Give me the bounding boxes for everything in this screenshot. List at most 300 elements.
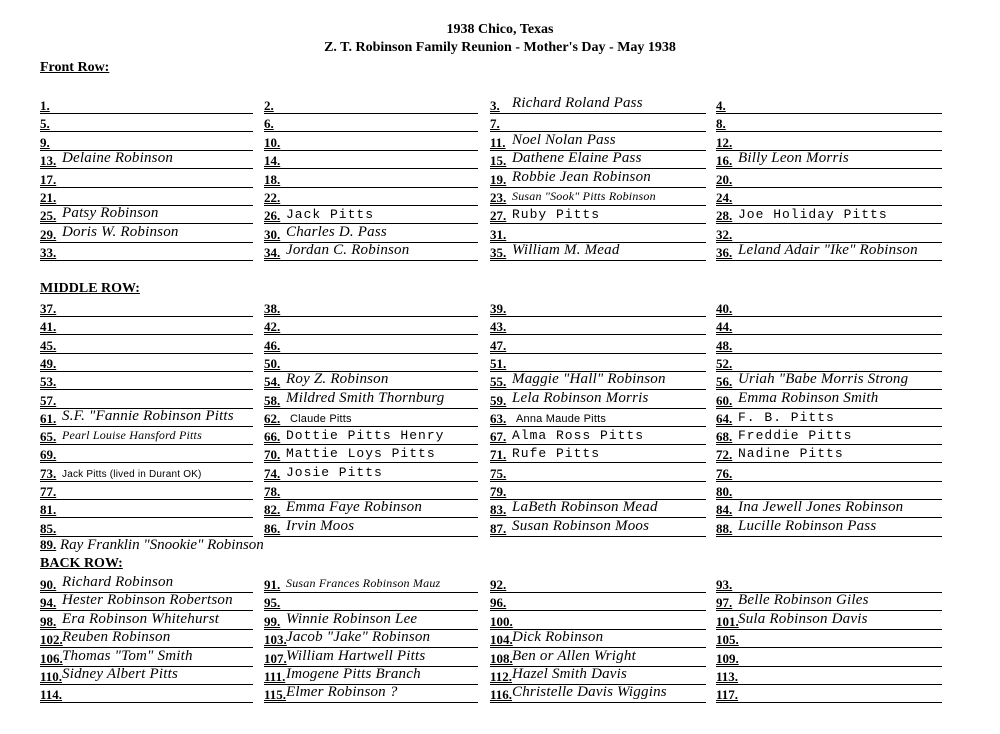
entry-number: 76.: [716, 465, 733, 481]
entry-number: 83.: [490, 502, 507, 518]
roster-entry: [40, 574, 253, 593]
table-row: [40, 353, 950, 371]
roster-entry: [490, 169, 706, 188]
roster-entry: [490, 499, 706, 518]
entry-name: F. B. Pitts: [738, 409, 835, 425]
entry-number: 65.: [40, 429, 57, 445]
roster-entry: [264, 629, 478, 648]
entry-name: Reuben Robinson: [62, 629, 171, 646]
entry-number: 81.: [40, 502, 57, 518]
roster-entry: [264, 648, 478, 667]
entry-number: 98.: [40, 613, 57, 629]
entry-name: Pearl Louise Hansford Pitts: [62, 428, 202, 443]
entry-name: Robbie Jean Robinson: [512, 168, 651, 185]
entry-number: 51.: [490, 355, 507, 371]
entry-number: 4.: [716, 98, 726, 113]
roster-entry: [264, 684, 478, 703]
roster-entry: [490, 95, 706, 114]
entry-number: 113.: [716, 669, 739, 684]
entry-number: 106.: [40, 650, 63, 666]
entry-number: 102.: [40, 632, 63, 648]
roster-entry: [264, 499, 478, 518]
entry-name: Nadine Pitts: [738, 446, 844, 462]
entry-number: 108.: [490, 650, 513, 666]
table-row: [40, 481, 950, 499]
entry-number: 21.: [40, 190, 57, 205]
table-row: [40, 316, 950, 334]
document-title-line1: 1938 Chico, Texas: [446, 22, 554, 37]
roster-entry: [490, 481, 706, 500]
roster-entry: [264, 298, 478, 317]
roster-entry: [40, 298, 253, 317]
entry-number: 66.: [264, 429, 281, 445]
entry-number: 8.: [716, 116, 726, 132]
roster-entry: [716, 150, 942, 169]
entry-number: 56.: [716, 374, 733, 390]
entry-number: 38.: [264, 301, 281, 316]
entry-number: 60.: [716, 392, 733, 408]
roster-entry: [264, 132, 478, 151]
entry-number: 17.: [40, 171, 57, 187]
roster-entry: [264, 224, 478, 243]
entry-number: 15.: [490, 153, 507, 169]
entry-number: 30.: [264, 226, 281, 242]
entry-number: 69.: [40, 447, 57, 463]
roster-entry: [264, 95, 478, 114]
entry-name: Billy Leon Morris: [738, 150, 849, 167]
entry-name: Alma Ross Pitts: [512, 428, 645, 444]
roster-entry: [490, 426, 706, 445]
entry-number: 74.: [264, 465, 281, 481]
entry-number: 52.: [716, 355, 733, 371]
roster-entry: [40, 684, 253, 703]
entry-name: Noel Nolan Pass: [512, 131, 616, 148]
section-front-row: Front Row:: [40, 60, 110, 75]
entry-number: 19.: [490, 171, 507, 187]
entry-name: Irvin Moos: [286, 517, 355, 534]
entry-name: Mattie Loys Pitts: [286, 446, 436, 462]
entry-number: 22.: [264, 190, 281, 205]
entry-number: 85.: [40, 520, 57, 536]
entry-number: 92.: [490, 577, 507, 592]
entry-number: 55.: [490, 374, 507, 390]
roster-entry: [264, 242, 478, 261]
entry-number: 110.: [40, 669, 63, 684]
entry-name: Josie Pitts: [286, 464, 383, 480]
entry-number: 10.: [264, 134, 281, 150]
table-row: [40, 169, 950, 187]
roster-entry: [490, 444, 706, 463]
roster-entry: [264, 592, 478, 611]
entry-number: 90.: [40, 577, 57, 592]
entry-number: 111.: [264, 669, 286, 684]
entry-number: 32.: [716, 226, 733, 242]
entry-name: Dathene Elaine Pass: [512, 150, 642, 167]
roster-entry: [40, 335, 253, 354]
entry-name: Emma Robinson Smith: [738, 389, 879, 406]
entry-name: Thomas "Tom" Smith: [62, 647, 193, 664]
entry-name: Richard Roland Pass: [512, 95, 643, 111]
roster-entry: [264, 481, 478, 500]
table-row: [40, 187, 950, 205]
roster-entry: [490, 224, 706, 243]
table-row: [40, 684, 950, 702]
roster-entry: [490, 113, 706, 132]
entry-number: 18.: [264, 171, 281, 187]
entry-name: Era Robinson Whitehurst: [62, 610, 220, 627]
section-middle-row: MIDDLE ROW:: [40, 281, 140, 296]
roster-entry: [40, 481, 253, 500]
entry-number: 49.: [40, 355, 57, 371]
roster-entry: [264, 316, 478, 335]
roster-entry: [716, 592, 942, 611]
roster-entry: [490, 132, 706, 151]
entry-name: Lela Robinson Morris: [512, 389, 649, 406]
roster-entry: [40, 463, 253, 482]
row-89-number: 89.: [40, 537, 57, 552]
table-row: [40, 648, 950, 666]
roster-entry: [490, 335, 706, 354]
roster-entry: [490, 611, 706, 630]
entry-name: Joe Holiday Pitts: [738, 207, 888, 223]
entry-number: 12.: [716, 134, 733, 150]
table-row: [40, 95, 950, 113]
roster-entry: [264, 518, 478, 537]
roster-entry: [490, 205, 706, 224]
roster-entry: [716, 629, 942, 648]
entry-name: Emma Faye Robinson: [286, 499, 423, 516]
entry-name: Roy Z. Robinson: [286, 371, 389, 388]
roster-entry: [716, 666, 942, 685]
entry-name: William Hartwell Pitts: [286, 647, 426, 664]
entry-number: 87.: [490, 520, 507, 536]
roster-entry: [40, 187, 253, 206]
entry-number: 93.: [716, 577, 733, 592]
roster-entry: [716, 426, 942, 445]
entry-name: Hester Robinson Robertson: [62, 592, 233, 609]
table-row: [40, 444, 950, 462]
entry-number: 23.: [490, 190, 507, 205]
roster-entry: [40, 426, 253, 445]
entry-name: Sula Robinson Davis: [738, 610, 868, 627]
entry-number: 47.: [490, 337, 507, 353]
entry-name: William M. Mead: [512, 242, 620, 259]
roster-entry: [716, 298, 942, 317]
entry-number: 114.: [40, 687, 63, 703]
roster-entry: [490, 316, 706, 335]
roster-entry: [264, 113, 478, 132]
roster-entry: [716, 444, 942, 463]
roster-entry: [490, 408, 706, 427]
roster-entry: [264, 463, 478, 482]
entry-number: 57.: [40, 392, 57, 408]
entry-number: 25.: [40, 208, 57, 224]
entry-number: 115.: [264, 687, 287, 703]
entry-number: 58.: [264, 392, 281, 408]
entry-number: 36.: [716, 245, 733, 261]
roster-entry: [264, 444, 478, 463]
entry-number: 37.: [40, 301, 57, 316]
entry-name: Elmer Robinson ?: [286, 684, 398, 701]
entry-number: 35.: [490, 245, 507, 261]
entry-number: 24.: [716, 190, 733, 205]
roster-entry: [716, 95, 942, 114]
row-89-name: Ray Franklin "Snookie" Robinson: [60, 537, 264, 553]
table-row: [40, 408, 950, 426]
entry-name: Dick Robinson: [512, 629, 604, 646]
entry-name: Claude Pitts: [290, 412, 352, 425]
table-row: [40, 629, 950, 647]
entry-number: 94.: [40, 595, 57, 611]
roster-entry: [490, 518, 706, 537]
roster-entry: [490, 684, 706, 703]
roster-entry: [40, 316, 253, 335]
roster-entry: [40, 132, 253, 151]
table-row: [40, 150, 950, 168]
entry-number: 11.: [490, 134, 506, 150]
table-row: [40, 666, 950, 684]
entry-number: 103.: [264, 632, 287, 648]
roster-entry: [490, 574, 706, 593]
section-back-row: BACK ROW:: [40, 556, 123, 571]
roster-entry: [716, 113, 942, 132]
entry-name: Winnie Robinson Lee: [286, 610, 418, 627]
entry-number: 54.: [264, 374, 281, 390]
entry-number: 75.: [490, 465, 507, 481]
roster-entry: [264, 353, 478, 372]
entry-number: 104.: [490, 632, 513, 648]
entry-name: Belle Robinson Giles: [738, 592, 869, 609]
entry-name: Anna Maude Pitts: [516, 412, 607, 425]
roster-entry: [40, 113, 253, 132]
entry-number: 86.: [264, 520, 281, 536]
table-row: [40, 205, 950, 223]
roster-entry: [716, 335, 942, 354]
entry-name: Doris W. Robinson: [62, 223, 179, 240]
entry-name: Ruby Pitts: [512, 207, 601, 223]
table-row: [40, 611, 950, 629]
entry-number: 14.: [264, 153, 281, 169]
roster-entry: [716, 518, 942, 537]
entry-number: 39.: [490, 301, 507, 316]
roster-entry: [490, 298, 706, 317]
roster-entry: [264, 426, 478, 445]
entry-number: 73.: [40, 465, 57, 481]
entry-number: 5.: [40, 116, 50, 132]
entry-name: Susan "Sook" Pitts Robinson: [512, 189, 656, 203]
entry-name: Lucille Robinson Pass: [738, 517, 877, 534]
entry-name: Uriah "Babe Morris Strong: [738, 371, 909, 388]
roster-entry: [490, 187, 706, 206]
entry-name: Rufe Pitts: [512, 446, 601, 462]
entry-number: 107.: [264, 650, 287, 666]
roster-entry: [40, 499, 253, 518]
roster-entry: [716, 353, 942, 372]
entry-number: 41.: [40, 319, 57, 335]
entry-number: 116.: [490, 687, 513, 703]
entry-number: 34.: [264, 245, 281, 261]
entry-name: Jack Pitts: [286, 207, 375, 223]
entry-number: 3.: [490, 98, 500, 113]
roster-entry: [264, 371, 478, 390]
roster-entry: [40, 592, 253, 611]
entry-number: 71.: [490, 447, 507, 463]
roster-entry: [716, 390, 942, 409]
roster-entry: [716, 371, 942, 390]
table-row: [40, 518, 950, 536]
roster-entry: [490, 242, 706, 261]
entry-number: 112.: [490, 669, 513, 684]
entry-number: 6.: [264, 116, 274, 132]
entry-number: 1.: [40, 98, 50, 113]
entry-name: Hazel Smith Davis: [512, 666, 628, 682]
entry-number: 59.: [490, 392, 507, 408]
roster-entry: [40, 169, 253, 188]
entry-number: 43.: [490, 319, 507, 335]
entry-name: Jordan C. Robinson: [286, 242, 410, 259]
entry-name: Charles D. Pass: [286, 223, 387, 240]
entry-name: Delaine Robinson: [62, 150, 174, 167]
roster-entry: [264, 205, 478, 224]
entry-number: 101.: [716, 613, 739, 629]
entry-name: Mildred Smith Thornburg: [286, 389, 445, 406]
entry-number: 46.: [264, 337, 281, 353]
roster-entry: [40, 629, 253, 648]
entry-number: 62.: [264, 410, 281, 426]
entry-number: 9.: [40, 134, 50, 150]
roster-entry: [264, 666, 478, 685]
table-row: [40, 592, 950, 610]
entry-name: Sidney Albert Pitts: [62, 666, 179, 682]
entry-number: 70.: [264, 447, 281, 463]
roster-entry: [716, 499, 942, 518]
entry-number: 29.: [40, 226, 57, 242]
roster-entry: [264, 611, 478, 630]
entry-number: 68.: [716, 429, 733, 445]
roster-entry: [264, 390, 478, 409]
roster-entry: [490, 592, 706, 611]
roster-entry: [490, 629, 706, 648]
entry-number: 82.: [264, 502, 281, 518]
roster-entry: [716, 169, 942, 188]
roster-entry: [716, 408, 942, 427]
entry-number: 40.: [716, 301, 733, 316]
entry-number: 78.: [264, 484, 281, 499]
entry-number: 91.: [264, 577, 281, 592]
roster-entry: [40, 408, 253, 427]
roster-entry: [716, 205, 942, 224]
roster-entry: [40, 518, 253, 537]
entry-name: Freddie Pitts: [738, 428, 853, 444]
entry-number: 63.: [490, 410, 507, 426]
roster-entry: [716, 242, 942, 261]
table-row: [40, 242, 950, 260]
roster-entry: [40, 353, 253, 372]
entry-number: 84.: [716, 502, 733, 518]
entry-number: 67.: [490, 429, 507, 445]
roster-entry: [490, 371, 706, 390]
entry-number: 64.: [716, 410, 733, 426]
table-row: [40, 113, 950, 131]
entry-number: 48.: [716, 337, 733, 353]
entry-name: LaBeth Robinson Mead: [512, 499, 658, 516]
roster-entry: [40, 390, 253, 409]
table-row: [40, 390, 950, 408]
entry-name: Christelle Davis Wiggins: [512, 684, 667, 701]
entry-number: 16.: [716, 153, 733, 169]
entry-number: 28.: [716, 208, 733, 224]
entry-number: 96.: [490, 595, 507, 611]
entry-name: Imogene Pitts Branch: [286, 666, 421, 682]
entry-number: 99.: [264, 613, 281, 629]
roster-entry: [40, 648, 253, 667]
entry-name: S.F. "Fannie Robinson Pitts: [62, 407, 234, 424]
roster-entry: [40, 666, 253, 685]
roster-entry: [716, 463, 942, 482]
entry-number: 61.: [40, 410, 57, 426]
entry-name: Leland Adair "Ike" Robinson: [738, 242, 918, 259]
roster-entry: [490, 390, 706, 409]
entry-number: 79.: [490, 484, 507, 499]
entry-number: 45.: [40, 337, 57, 353]
roster-entry: [40, 95, 253, 114]
roster-entry: [40, 611, 253, 630]
entry-name: Dottie Pitts Henry: [286, 428, 445, 444]
roster-entry: [264, 187, 478, 206]
roster-entry: [490, 150, 706, 169]
entry-number: 80.: [716, 484, 733, 499]
entry-number: 50.: [264, 355, 281, 371]
entry-number: 33.: [40, 245, 57, 261]
roster-entry: [716, 611, 942, 630]
document-title-line2: Z. T. Robinson Family Reunion - Mother's Day - May 1938: [324, 40, 676, 55]
roster-entry: [40, 242, 253, 261]
entry-number: 2.: [264, 98, 274, 113]
roster-entry: [264, 150, 478, 169]
entry-name: Patsy Robinson: [62, 205, 159, 222]
roster-entry: [490, 666, 706, 685]
roster-entry: [40, 224, 253, 243]
entry-name: Susan Frances Robinson Mauz: [286, 576, 441, 590]
roster-entry: [40, 150, 253, 169]
entry-number: 100.: [490, 613, 513, 629]
entry-name: Jacob "Jake" Robinson: [286, 629, 431, 646]
table-row: [40, 426, 950, 444]
table-row: [40, 335, 950, 353]
roster-entry: [716, 132, 942, 151]
table-row: [40, 463, 950, 481]
roster-entry: [40, 205, 253, 224]
roster-entry: [716, 574, 942, 593]
entry-number: 13.: [40, 153, 57, 169]
entry-name: Richard Robinson: [62, 574, 174, 590]
roster-entry: [490, 353, 706, 372]
entry-number: 27.: [490, 208, 507, 224]
entry-number: 95.: [264, 595, 281, 611]
entry-number: 97.: [716, 595, 733, 611]
entry-name: Jack Pitts (lived in Durant OK): [62, 468, 202, 480]
entry-number: 109.: [716, 650, 739, 666]
table-row: [40, 298, 950, 316]
entry-number: 77.: [40, 484, 57, 499]
entry-name: Maggie "Hall" Robinson: [512, 371, 666, 388]
roster-entry: [716, 187, 942, 206]
entry-number: 44.: [716, 319, 733, 335]
table-row: [40, 574, 950, 592]
table-row: [40, 499, 950, 517]
roster-entry: [716, 648, 942, 667]
entry-number: 31.: [490, 226, 507, 242]
